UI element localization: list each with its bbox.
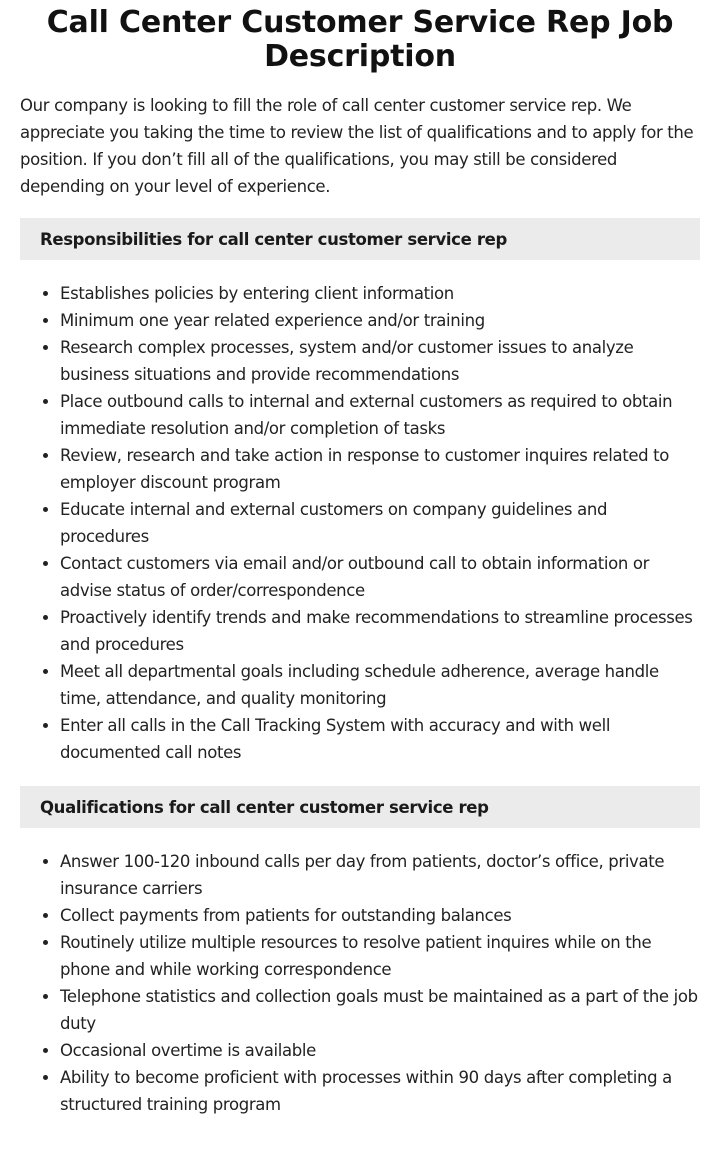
list-item: • Collect payments from patients for outstanding balances	[60, 902, 700, 929]
job-description-page	[0, 6, 720, 1118]
list-item: • Research complex processes, system and/or customer issues to analyze business situations and provide recommendations	[60, 334, 700, 388]
list-item: • Telephone statistics and collection goals must be maintained as a part of the job duty	[60, 983, 700, 1037]
list-item: • Educate internal and external customers on company guidelines and procedures	[60, 496, 700, 550]
list-item: • Ability to become proficient with processes within 90 days after completing a structured training program	[60, 1064, 700, 1118]
responsibilities-list	[20, 280, 700, 766]
list-item: • Contact customers via email and/or outbound call to obtain information or advise status of order/correspondence	[60, 550, 700, 604]
list-item: • Answer 100-120 inbound calls per day from patients, doctor’s office, private insurance carriers	[60, 848, 700, 902]
list-item: • Review, research and take action in response to customer inquires related to employer discount program	[60, 442, 700, 496]
list-item: • Place outbound calls to internal and external customers as required to obtain immediate resolution and/or completion of tasks	[60, 388, 700, 442]
intro-paragraph: Our company is looking to fill the role of call center customer service rep. We appreciate you taking the time to review the list of qualifications and to apply for the position. If you don’t fill all of the qualifications, you may still be considered depending on your level of experience.	[20, 96, 694, 196]
list-item: • Establishes policies by entering client information	[60, 280, 700, 307]
page-title: Call Center Customer Service Rep Job Description	[46, 5, 674, 74]
list-item: • Proactively identify trends and make recommendations to streamline processes and procedures	[60, 604, 700, 658]
list-item: • Enter all calls in the Call Tracking System with accuracy and with well documented call notes	[60, 712, 700, 766]
responsibilities-heading: Responsibilities for call center customer service rep	[20, 218, 700, 260]
qualifications-list	[20, 848, 700, 1118]
qualifications-heading: Qualifications for call center customer service rep	[20, 786, 700, 828]
list-item: • Meet all departmental goals including schedule adherence, average handle time, attendance, and quality monitoring	[60, 658, 700, 712]
list-item: • Occasional overtime is available	[60, 1037, 700, 1064]
list-item: • Routinely utilize multiple resources to resolve patient inquires while on the phone and while working correspondence	[60, 929, 700, 983]
list-item: • Minimum one year related experience and/or training	[60, 307, 700, 334]
